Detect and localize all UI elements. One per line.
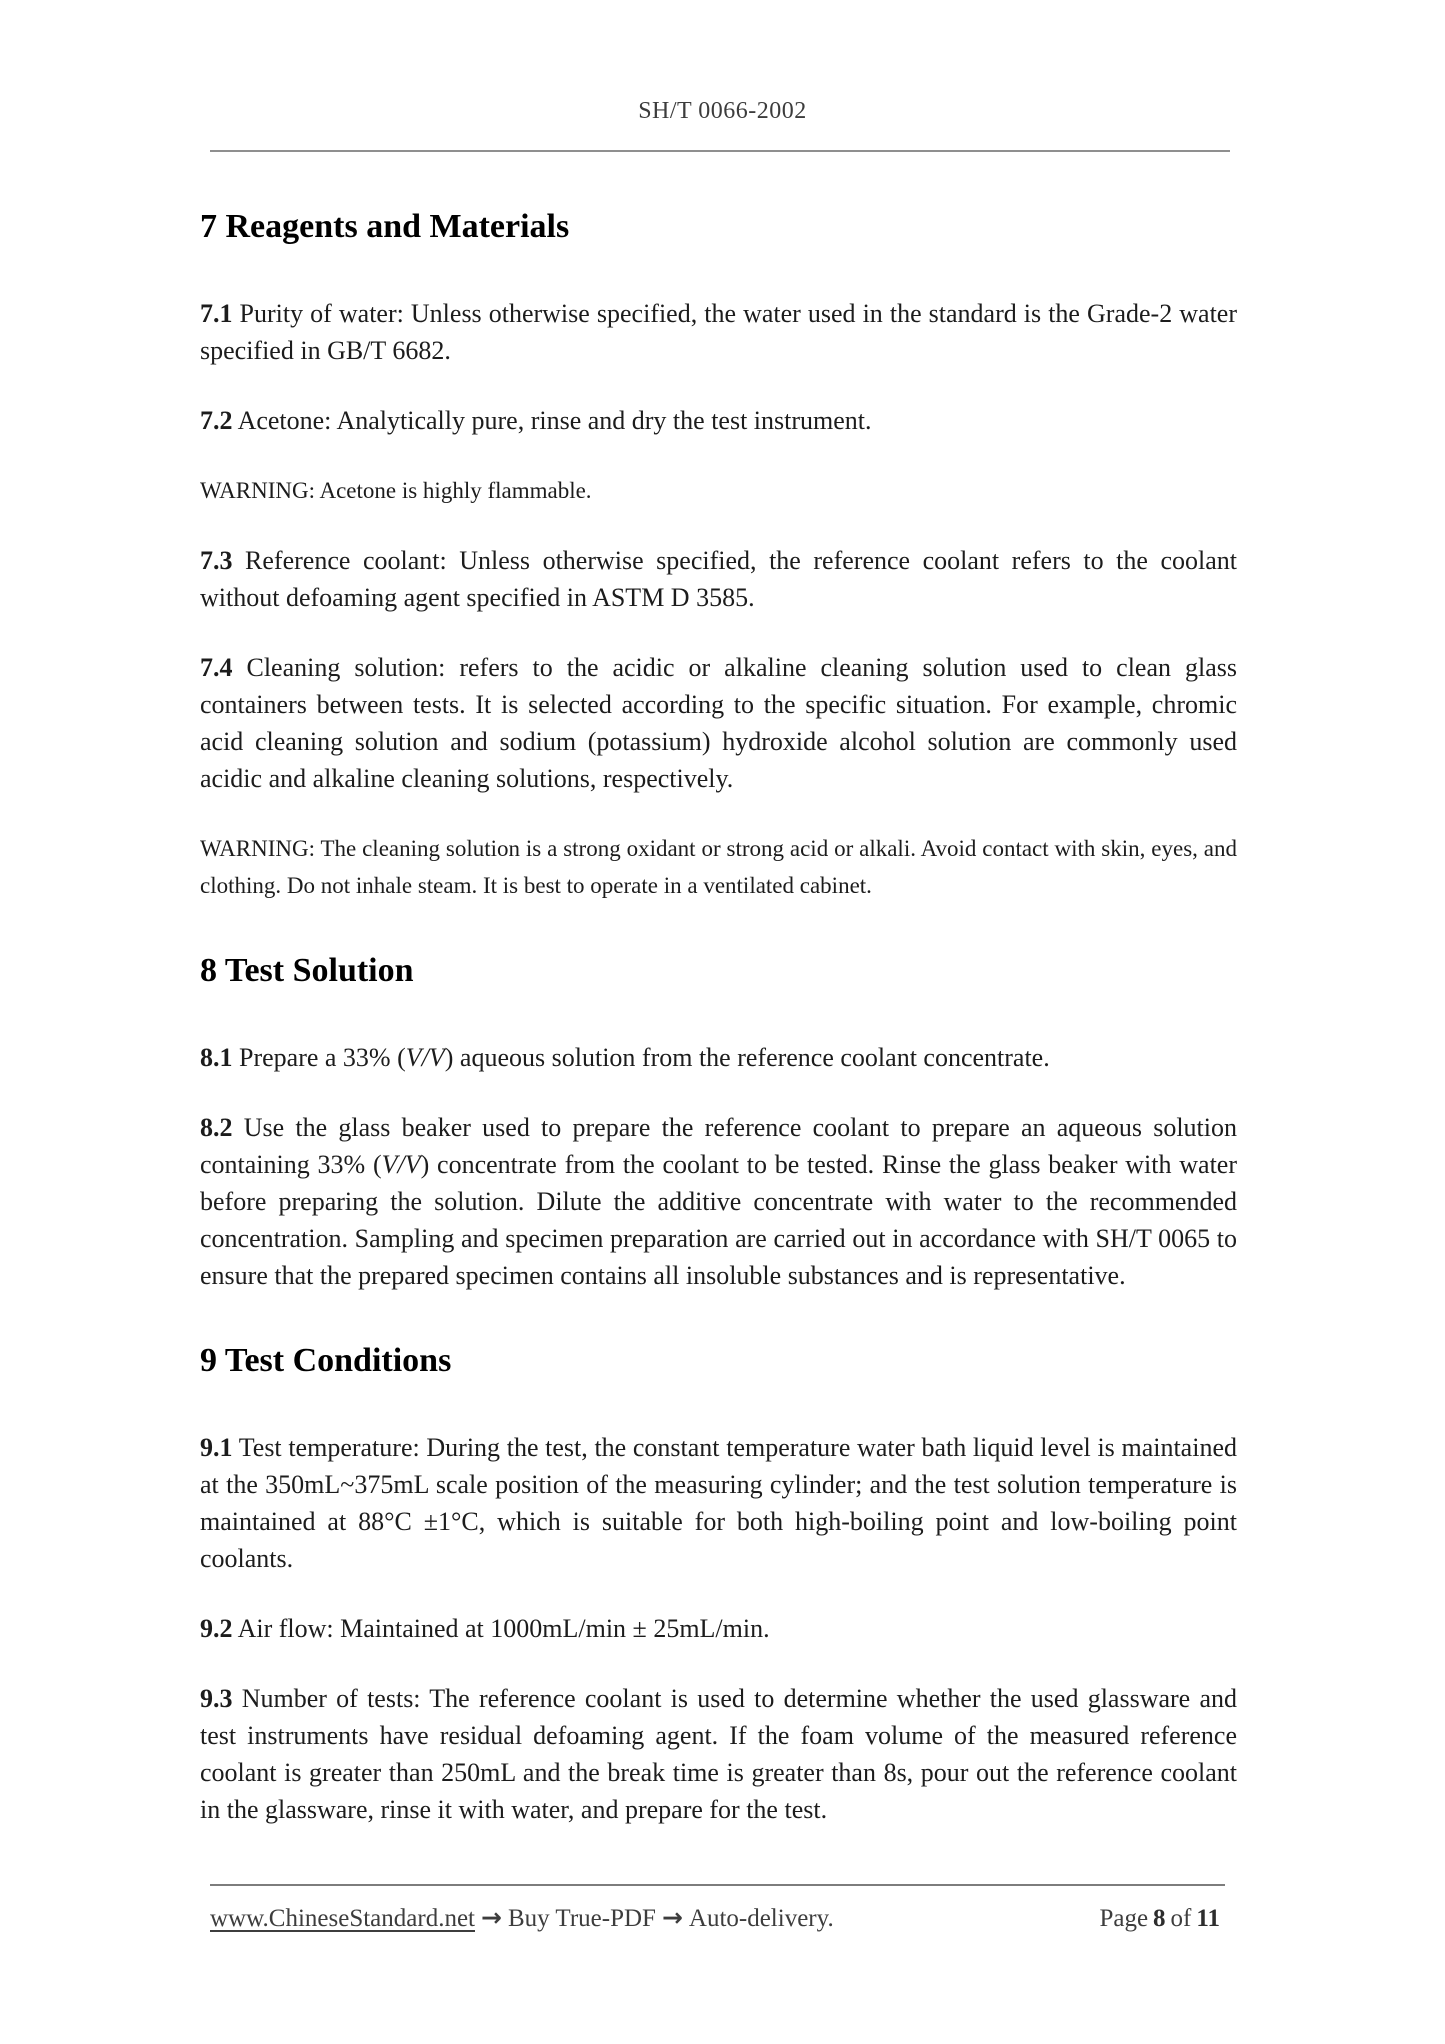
warning-acetone: WARNING: Acetone is highly flammable.: [200, 478, 592, 503]
clause-text: Use the glass beaker used to prepare the reference coolant to prepare an aqueous solution containing 33% (: [200, 1113, 1237, 1179]
clause-number: 9.3: [200, 1684, 233, 1713]
section-heading-9: 9 Test Conditions: [200, 1342, 452, 1379]
paragraph-7-2: [200, 402, 1237, 439]
paragraph-7-4: [200, 649, 1237, 797]
clause-text: Number of tests: The reference coolant is used to determine whether the used glassware and test instruments have residual defoaming agent. If the foam volume of the measured reference coolant is greater than 250mL and the break time is greater than 8s, pour out the reference coolant in the glassware, rinse it with water, and prepare for the test.: [200, 1684, 1237, 1824]
paragraph-7-1: [200, 295, 1237, 369]
arrow-icon: →: [481, 1903, 502, 1932]
page-current: 8: [1153, 1905, 1166, 1932]
clause-text: Prepare a 33% (: [232, 1043, 406, 1072]
footer-buy-text: Buy True-PDF: [507, 1905, 656, 1932]
arrow-icon: →: [661, 1903, 683, 1932]
clause-text: Test temperature: During the test, the constant temperature water bath liquid level is maintained at the 350mL~375mL scale position of the measuring cylinder; and the test solution temperature is maintained at 88°C ±1°C, which is suitable for both high-boiling point and low-boiling point coolants.: [200, 1433, 1237, 1573]
vv-notation: V/V: [381, 1150, 421, 1179]
footer-link[interactable]: www.ChineseStandard.net: [210, 1905, 475, 1932]
paragraph-7-3: [200, 542, 1237, 616]
warning-cleaning-solution: WARNING: The cleaning solution is a strong oxidant or strong acid or alkali. Avoid contact with skin, eyes, and clothing. Do not inhale steam. It is best to operate in a ventilated cabinet.: [200, 836, 1237, 898]
section-heading-8: 8 Test Solution: [200, 952, 414, 989]
clause-number: 8.1: [200, 1043, 233, 1072]
clause-number: 7.4: [200, 653, 233, 682]
clause-number: 7.2: [200, 406, 233, 435]
clause-text: ) concentrate from the coolant to be tested. Rinse the glass beaker with water before preparing the solution. Dilute the additive concentrate with water to the recommended concentration. Sampling and specimen preparation are carried out in accordance with SH/T 0065 to ensure that the prepared specimen contains all insoluble substances and is representative.: [200, 1150, 1237, 1290]
clause-number: 9.1: [200, 1433, 233, 1462]
section-heading-7: 7 Reagents and Materials: [200, 208, 570, 245]
clause-text: Purity of water: Unless otherwise specified, the water used in the standard is the Grade-2 water specified in GB/T 6682.: [200, 299, 1237, 365]
paragraph-8-1: [200, 1039, 1237, 1076]
page-label: Page: [1099, 1905, 1149, 1932]
clause-text: Air flow: Maintained at 1000mL/min ± 25mL/min.: [232, 1614, 770, 1643]
page-of-label: of: [1170, 1905, 1192, 1932]
clause-number: 7.1: [200, 299, 233, 328]
vv-notation: V/V: [405, 1043, 445, 1072]
paragraph-9-2: [200, 1610, 1237, 1647]
clause-number: 7.3: [200, 546, 233, 575]
paragraph-8-2: [200, 1109, 1237, 1294]
clause-text: Reference coolant: Unless otherwise specified, the reference coolant refers to the coolant without defoaming agent specified in ASTM D 3585.: [200, 546, 1237, 612]
doc-number: SH/T 0066-2002: [638, 98, 807, 124]
page-footer: [210, 1903, 1225, 1933]
clause-text: ) aqueous solution from the reference coolant concentrate.: [444, 1043, 1050, 1072]
page-total: 11: [1196, 1905, 1220, 1932]
clause-number: 8.2: [200, 1113, 233, 1142]
paragraph-9-1: [200, 1429, 1237, 1577]
clause-text: Cleaning solution: refers to the acidic or alkaline cleaning solution used to clean glass containers between tests. It is selected according to the specific situation. For example, chromic acid cleaning solution and sodium (potassium) hydroxide alcohol solution are commonly used acidic and alkaline cleaning solutions, respectively.: [200, 653, 1237, 793]
clause-text: Acetone: Analytically pure, rinse and dry the test instrument.: [232, 406, 872, 435]
page-indicator: [1099, 1905, 1225, 1933]
footer-delivery-text: Auto-delivery.: [688, 1905, 834, 1932]
paragraph-9-3: [200, 1680, 1237, 1828]
footer-promo: [210, 1903, 834, 1933]
clause-number: 9.2: [200, 1614, 233, 1643]
document-body: [200, 0, 1237, 1828]
footer-rule: [210, 1884, 1225, 1886]
